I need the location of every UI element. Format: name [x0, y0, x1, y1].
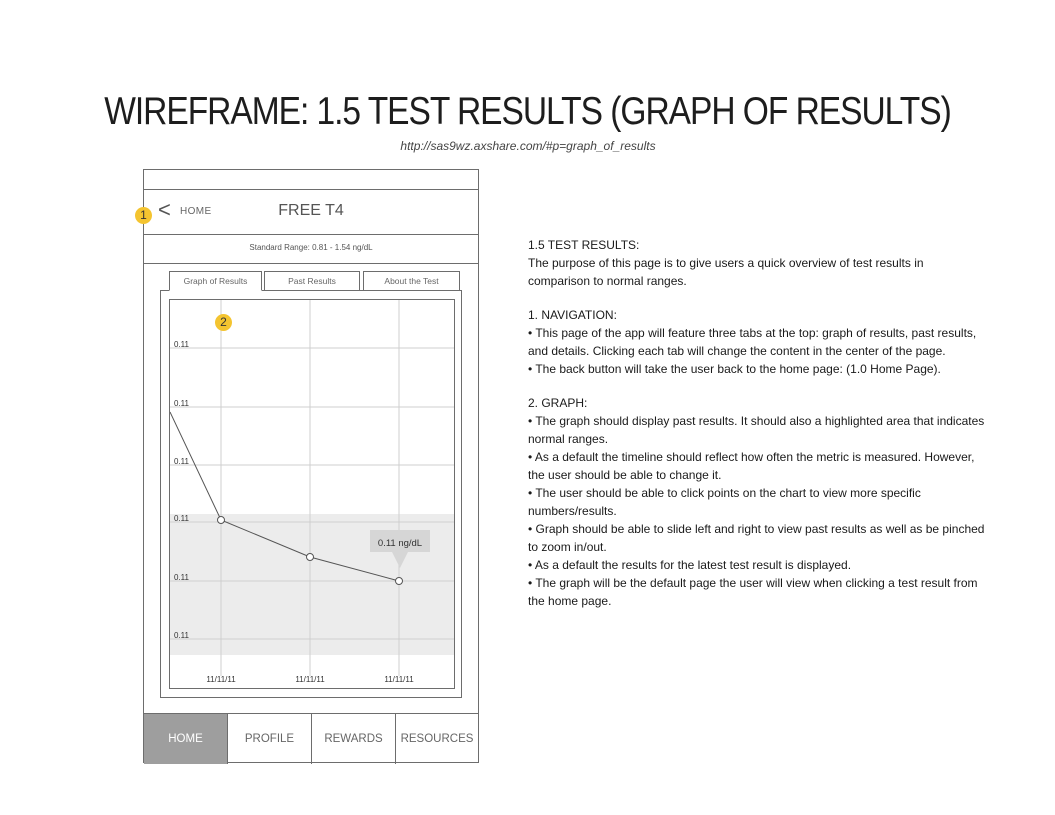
nav-title: FREE T4 — [278, 202, 344, 219]
y-tick-label: 0.11 — [174, 573, 189, 582]
tab-graph-of-results[interactable]: Graph of Results — [169, 271, 262, 291]
standard-range-bar — [144, 235, 478, 264]
notes-graph-line: • Graph should be able to slide left and right to view past results as well as be pinched to zoom in/out. — [528, 522, 985, 554]
y-tick-label: 0.11 — [174, 514, 189, 523]
notes-graph-heading: 2. GRAPH: — [528, 396, 588, 410]
notes-graph-line: • As a default the timeline should reflect how often the metric is measured. However, the user should be able to change it. — [528, 450, 975, 482]
tab-about-the-test[interactable]: About the Test — [363, 271, 460, 291]
notes-graph-line: • The graph will be the default page the user will view when clicking a test result from the home page. — [528, 576, 978, 608]
y-tick-label: 0.11 — [174, 399, 189, 408]
bottom-nav-resources[interactable]: RESOURCES — [400, 733, 474, 745]
x-tick-label: 11/11/11 — [384, 675, 414, 684]
tooltip-text: 0.11 ng/dL — [377, 538, 423, 549]
annotation-marker-1: 1 — [135, 207, 152, 224]
notes-graph-line: • As a default the results for the latest test result is displayed. — [528, 558, 852, 572]
notes-graph-line: • The user should be able to click points on the chart to view more specific numbers/results. — [528, 486, 921, 518]
chart-frame — [169, 299, 455, 689]
notes-graph-line: • The graph should display past results. It should also a highlighted area that indicates normal ranges. — [528, 414, 985, 446]
standard-range-text: Standard Range: 0.81 - 1.54 ng/dL — [249, 243, 373, 252]
page-url: http://sas9wz.axshare.com/#p=graph_of_results — [400, 139, 656, 153]
page-title: WIREFRAME: 1.5 TEST RESULTS (GRAPH OF RESULTS) — [104, 90, 951, 133]
phone-mockup — [143, 169, 479, 763]
bottom-nav-rewards[interactable]: REWARDS — [312, 714, 396, 764]
y-tick-label: 0.11 — [174, 340, 189, 349]
annotation-marker-2: 2 — [215, 314, 232, 331]
notes-heading: 1.5 TEST RESULTS: — [528, 238, 640, 252]
notes-intro: The purpose of this page is to give users a quick overview of test results in comparison to normal ranges. — [528, 256, 924, 288]
notes-navigation-heading: 1. NAVIGATION: — [528, 308, 617, 322]
bottom-nav — [144, 713, 478, 764]
x-tick-label: 11/11/11 — [206, 675, 236, 684]
annotation-notes — [528, 236, 988, 610]
results-chart[interactable] — [170, 300, 454, 688]
notes-navigation-line: • This page of the app will feature three tabs at the top: graph of results, past results, and details. Clicking each tab will change the content in the center of the page. — [528, 326, 977, 358]
chevron-left-icon[interactable]: < — [158, 197, 171, 222]
data-point[interactable] — [218, 517, 225, 524]
x-tick-label: 11/11/11 — [295, 675, 325, 684]
nav-bar — [144, 189, 478, 235]
back-button[interactable]: HOME — [180, 206, 212, 217]
notes-navigation-line: • The back button will take the user back to the home page: (1.0 Home Page). — [528, 362, 941, 376]
y-tick-label: 0.11 — [174, 457, 189, 466]
tab-past-results[interactable]: Past Results — [264, 271, 360, 291]
bottom-nav-home[interactable]: HOME — [144, 714, 228, 764]
status-bar — [144, 170, 478, 190]
data-point[interactable] — [307, 554, 314, 561]
data-point[interactable] — [396, 578, 403, 585]
bottom-nav-profile[interactable]: PROFILE — [228, 714, 312, 764]
y-tick-label: 0.11 — [174, 631, 189, 640]
